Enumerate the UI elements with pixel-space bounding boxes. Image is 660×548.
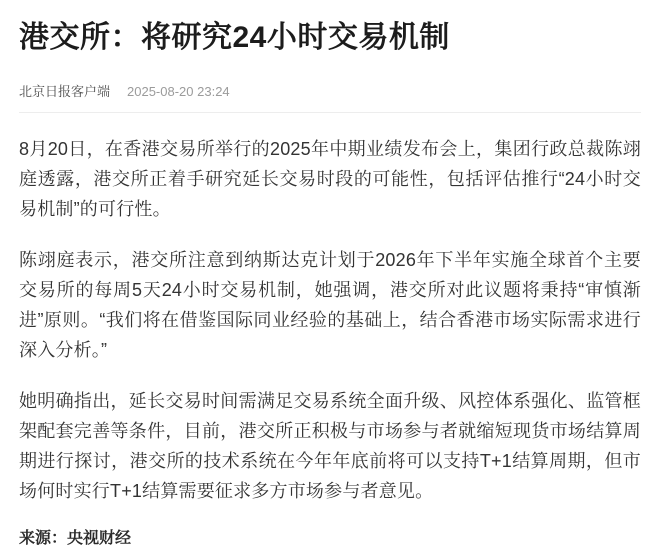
article-source: 北京日报客户端	[19, 84, 111, 99]
article-paragraph: 8月20日，在香港交易所举行的2025年中期业绩发布会上，集团行政总裁陈翊庭透露，港交所正着手研究延长交易时段的可能性，包括评估推行“24小时交易机制”的可行性。	[19, 139, 641, 219]
article-paragraph: 她明确指出，延长交易时间需满足交易系统全面升级、风控体系强化、监管框架配套完善等条件，目前，港交所正积极与市场参与者就缩短现货市场结算周期进行探讨，港交所的技术系统在今年年底前将可以支持T+1结算周期，但市场何时实行T+1结算需要征求多方市场参与者意见。	[19, 391, 641, 501]
publish-timestamp: 2025-08-20 23:24	[127, 84, 230, 99]
source-attribution: 来源：央视财经	[19, 530, 132, 547]
article-meta	[19, 81, 641, 100]
article-paragraph: 陈翊庭表示，港交所注意到纳斯达克计划于2026年下半年实施全球首个主要交易所的每周5天24小时交易机制，她强调，港交所对此议题将秉持“审慎渐进”原则。“我们将在借鉴国际同业经验的基础上，结合香港市场实际需求进行深入分析。”	[19, 250, 641, 360]
page-title: 港交所：将研究24小时交易机制	[19, 21, 450, 54]
header-divider	[19, 112, 641, 113]
article-body	[19, 134, 641, 506]
